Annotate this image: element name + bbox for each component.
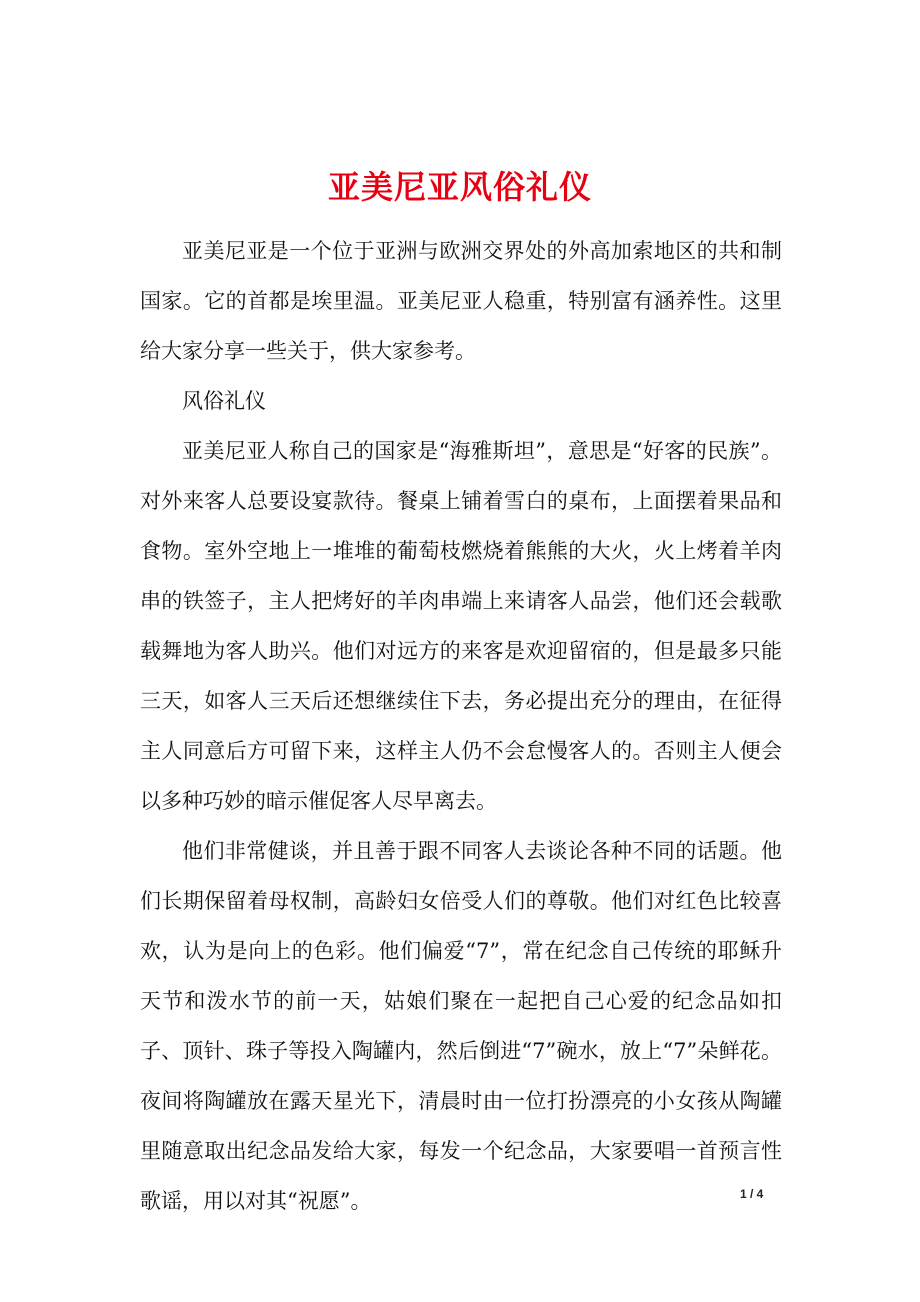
traditions-paragraph: 他们非常健谈，并且善于跟不同客人去谈论各种不同的话题。他们长期保留着母权制，高龄妇女倍受人们的尊敬。他们对红色比较喜欢，认为是向上的色彩。他们偏爱“7”，常在纪念自己传统的耶稣升天节和泼水节的前一天，姑娘们聚在一起把自己心爱的纪念品如扣子、顶针、珠子等投入陶罐内，然后倒进“7”碗水，放上“7”朵鲜花。夜间将陶罐放在露天星光下，清晨时由一位打扮漂亮的小女孩从陶罐里随意取出纪念品发给大家，每发一个纪念品，大家要唱一首预言性歌谣，用以对其“祝愿”。 (140, 839, 782, 1213)
intro-paragraph: 亚美尼亚是一个位于亚洲与欧洲交界处的外高加索地区的共和制国家。它的首都是埃里温。亚美尼亚人稳重，特别富有涵养性。这里给大家分享一些关于，供大家参考。 (140, 239, 782, 363)
document-body (140, 226, 782, 1226)
section-heading: 风俗礼仪 (182, 389, 266, 413)
page-number: 1 / 4 (740, 1187, 764, 1201)
page-title: 亚美尼亚风俗礼仪 (327, 168, 592, 207)
customs-paragraph: 亚美尼亚人称自己的国家是“海雅斯坦”，意思是“好客的民族”。对外来客人总要设宴款待。餐桌上铺着雪白的桌布，上面摆着果品和食物。室外空地上一堆堆的葡萄枝燃烧着熊熊的大火，火上烤着羊肉串的铁签子，主人把烤好的羊肉串端上来请客人品尝，他们还会载歌载舞地为客人助兴。他们对远方的来客是欢迎留宿的，但是最多只能三天，如客人三天后还想继续住下去，务必提出充分的理由，在征得主人同意后方可留下来，这样主人仍不会怠慢客人的。否则主人便会以多种巧妙的暗示催促客人尽早离去。 (140, 439, 782, 813)
